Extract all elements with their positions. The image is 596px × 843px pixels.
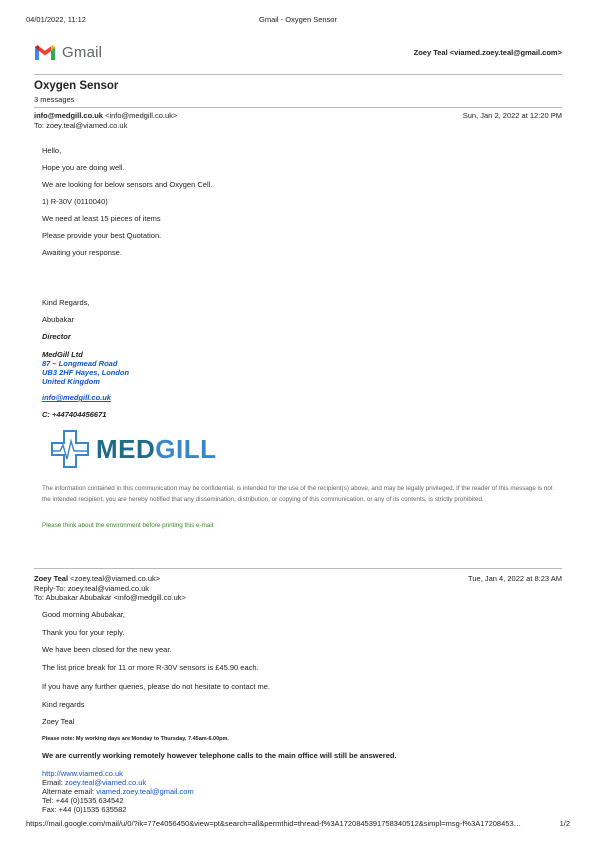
contact-email-link[interactable]: zoey.teal@viamed.co.uk <box>64 778 147 787</box>
signature-title: Director <box>42 332 71 341</box>
gmail-logo[interactable] <box>34 41 102 63</box>
message2-line: If you have any further queries, please do not hesitate to contact me. <box>42 682 271 691</box>
alternate-email: Alternate email: viamed.zoey.teal@gmail.com <box>42 787 194 796</box>
message1-sender-address: <info@medgill.co.uk> <box>105 111 178 120</box>
signature-address-line1[interactable]: 87 – Longmead Road <box>42 359 118 368</box>
message1-recipient: To: zoey.teal@viamed.co.uk <box>34 120 128 130</box>
thread-divider <box>34 107 562 108</box>
message2-header <box>34 574 186 603</box>
message2-line: We have been closed for the new year. <box>42 645 172 654</box>
signature-regards: Kind Regards, <box>42 298 90 307</box>
contact-fax: Fax: +44 (0)1535 635582 <box>42 805 127 814</box>
message1-environment-note: Please think about the environment before printing this e-mail. <box>42 522 215 529</box>
message2-recipient: To: Abubakar Abubakar <info@medgill.co.uk> <box>34 593 186 602</box>
message1-sender-name[interactable]: info@medgill.co.uk <box>34 111 103 120</box>
medgill-logo <box>50 428 220 470</box>
remote-working-note: We are currently working remotely however telephone calls to the main office will still be answered. <box>42 751 397 760</box>
message1-line: Awaiting your response. <box>42 248 122 257</box>
header-divider <box>34 74 562 75</box>
signature-company: MedGill Ltd <box>42 350 83 359</box>
message1-line: We are looking for below sensors and Oxygen Cell. <box>42 180 213 189</box>
message-count: 3 messages <box>34 95 75 104</box>
medgill-wordmark: MEDGILL <box>96 434 217 464</box>
gmail-m-icon <box>34 44 56 61</box>
message2-reply-to: Reply-To: zoey.teal@viamed.co.uk <box>34 583 150 593</box>
message-divider <box>34 568 562 569</box>
message2-line: Kind regards <box>42 700 85 709</box>
alternate-email-link[interactable]: viamed.zoey.teal@gmail.com <box>96 787 194 796</box>
message2-sender-name[interactable]: Zoey Teal <box>34 574 69 583</box>
signature-phone: C: +447404456671 <box>42 410 107 419</box>
print-page-number: 1/2 <box>559 819 570 828</box>
signature-address-line3[interactable]: United Kingdom <box>42 377 100 386</box>
message2-date: Tue, Jan 4, 2022 at 8:23 AM <box>468 574 562 583</box>
message1-header <box>34 111 177 130</box>
print-footer-url: https://mail.google.com/mail/u/0/?ik=77e4056450&view=pt&search=all&permthid=thread-f%3A1720845391758340512&simpl=msg-f%3A17208453… <box>26 819 522 828</box>
message2-line: The list price break for 11 or more R-30V sensors is £45.90 each. <box>42 663 259 672</box>
message1-line: 1) R-30V (0110040) <box>42 197 108 206</box>
signature-email-link[interactable]: info@medgill.co.uk <box>42 393 111 402</box>
thread-subject: Oxygen Sensor <box>34 80 119 92</box>
message1-disclaimer: The information contained in this communication may be confidential, is intended for the use of the recipient(s) above, and may be legally privileged. If the reader of this message is not the intended recipient, you are hereby notified that any dissemination, distribution, or copying of this communication, or any of its contents, is strictly prohibited. <box>42 485 553 503</box>
account-email: Zoey Teal <viamed.zoey.teal@gmail.com> <box>413 48 562 57</box>
working-days-note: Please note: My working days are Monday to Thursday, 7.45am-6.00pm. <box>42 736 229 742</box>
message2-line: Thank you for your reply. <box>42 628 125 637</box>
website-link[interactable]: http://www.viamed.co.uk <box>42 769 123 778</box>
print-page-title: Gmail - Oxygen Sensor <box>259 15 337 24</box>
message1-line: Hello, <box>42 146 62 155</box>
message2-line: Good morning Abubakar, <box>42 610 125 619</box>
message2-sender-address: <zoey.teal@viamed.co.uk> <box>70 574 161 583</box>
message2-line: Zoey Teal <box>42 717 75 726</box>
signature-name: Abubakar <box>42 315 75 324</box>
message1-date: Sun, Jan 2, 2022 at 12:20 PM <box>462 111 562 120</box>
medical-cross-icon <box>50 429 90 469</box>
signature-address-line2[interactable]: UB3 2HF Hayes, London <box>42 368 130 377</box>
message1-line: Please provide your best Quotation. <box>42 231 162 240</box>
contact-email: Email: zoey.teal@viamed.co.uk <box>42 778 147 787</box>
message1-line: We need at least 15 pieces of items <box>42 214 161 223</box>
gmail-wordmark: Gmail <box>62 43 103 61</box>
message1-line: Hope you are doing well. <box>42 163 125 172</box>
contact-telephone: Tel: +44 (0)1535 634542 <box>42 796 124 805</box>
print-datetime: 04/01/2022, 11:12 <box>26 15 86 24</box>
